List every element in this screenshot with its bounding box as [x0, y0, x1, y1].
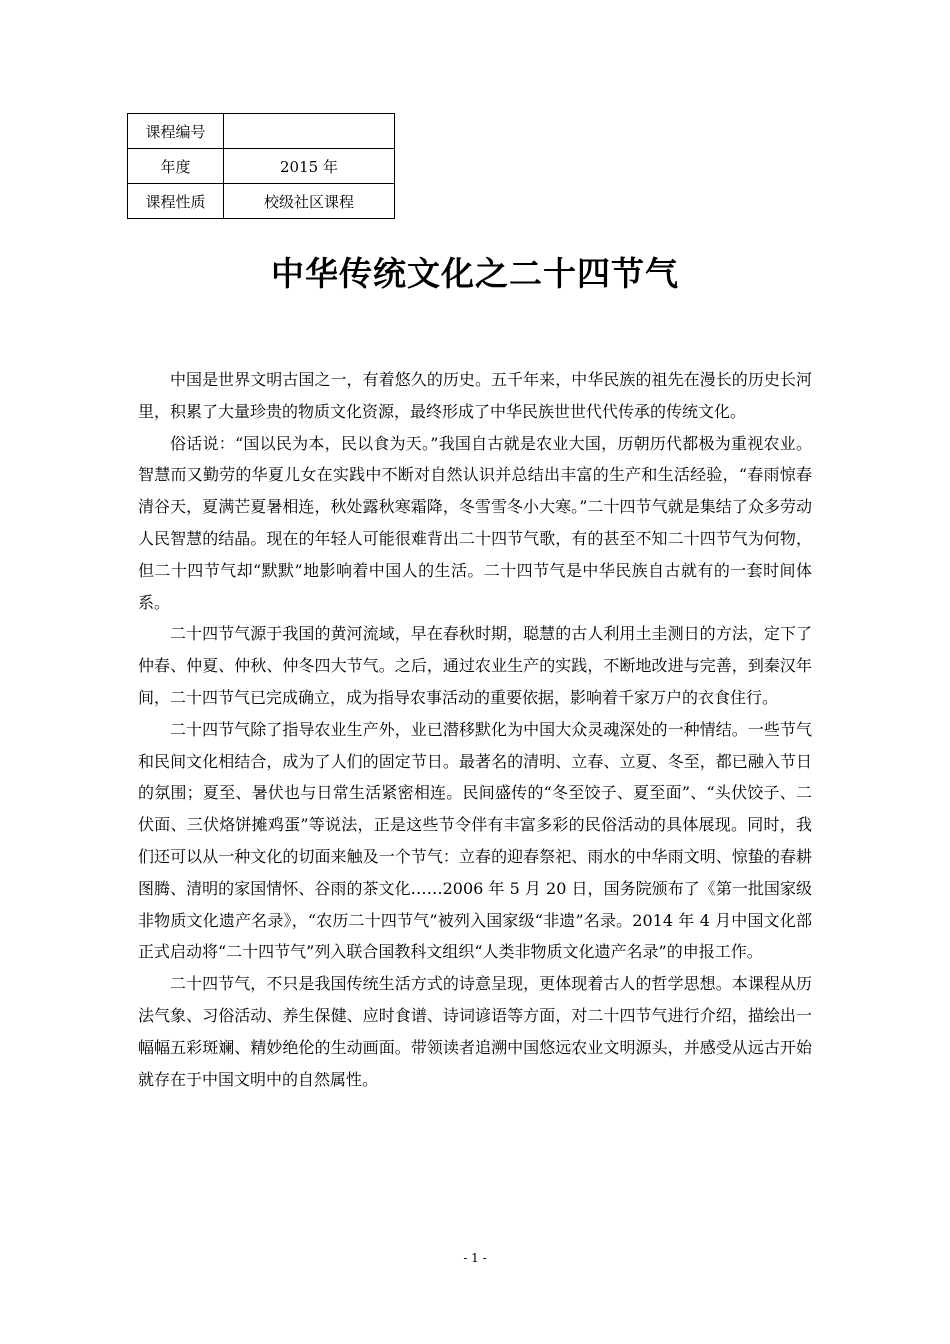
paragraph-culture: 二十四节气除了指导农业生产外，业已潜移默化为中国大众灵魂深处的一种情结。一些节气和民间文化相结合，成为了人们的固定节日。最著名的清明、立春、立夏、冬至，都已融入节日的氛围；夏至、暑伏也与日常生活紧密相连。民间盛传的“冬至饺子、夏至面”、“头伏饺子、二伏面、三伏烙饼摊鸡蛋”等说法，正是这些节令伴有丰富多彩的民俗活动的具体展现。同时，我们还可以从一种文化的切面来触及一个节气：立春的迎春祭祀、雨水的中华雨文明、惊蛰的春耕图腾、清明的家国情怀、谷雨的茶文化……2006 年 5 月 20 日，国务院颁布了《第一批国家级非物质文化遗产名录》，“农历二十四节气”被列入国家级“非遗”名录。2014 年 4 月中国文化部正式启动将“二十四节气”列入联合国教科文组织“人类非物质文化遗产名录”的申报工作。	[138, 719, 812, 962]
year-row	[128, 149, 395, 184]
document-body	[138, 364, 812, 1095]
paragraph-intro: 中国是世界文明古国之一，有着悠久的历史。五千年来，中华民族的祖先在漫长的历史长河里，积累了大量珍贵的物质文化资源，最终形成了中华民族世世代代传承的传统文化。	[138, 370, 812, 421]
year-label: 年度	[128, 149, 224, 184]
course-type-label: 课程性质	[128, 184, 224, 219]
paragraph-proverb: 俗话说：“国以民为本，民以食为天。”我国自古就是农业大国，历朝历代都极为重视农业。智慧而又勤劳的华夏儿女在实践中不断对自然认识并总结出丰富的生产和生活经验，“春雨惊春清谷天，夏满芒夏暑相连，秋处露秋寒霜降，冬雪雪冬小大寒。”二十四节气就是集结了众多劳动人民智慧的结晶。现在的年轻人可能很难背出二十四节气歌，有的甚至不知二十四节气为何物，但二十四节气却“默默”地影响着中国人的生活。二十四节气是中华民族自古就有的一套时间体系。	[138, 433, 812, 612]
paragraph-origin: 二十四节气源于我国的黄河流域，早在春秋时期，聪慧的古人利用土圭测日的方法，定下了仲春、仲夏、仲秋、仲冬四大节气。之后，通过农业生产的实践，不断地改进与完善，到秦汉年间，二十四节气已完成确立，成为指导农事活动的重要依据，影响着千家万户的衣食住行。	[138, 624, 812, 707]
course-type-value: 校级社区课程	[224, 184, 395, 219]
year-value: 2015 年	[224, 149, 395, 184]
course-type-row	[128, 184, 395, 219]
paragraph-course: 二十四节气，不只是我国传统生活方式的诗意呈现，更体现着古人的哲学思想。本课程从历法气象、习俗活动、养生保健、应时食谱、诗词谚语等方面，对二十四节气进行介绍，描绘出一幅幅五彩斑斓、精妙绝伦的生动画面。带领读者追溯中国悠远农业文明源头，并感受从远古开始就存在于中国文明中的自然属性。	[138, 974, 812, 1089]
course-number-label: 课程编号	[128, 114, 224, 149]
course-number-row	[128, 114, 395, 149]
course-number-value	[224, 114, 395, 149]
course-info-table	[127, 113, 395, 219]
document-title: 中华传统文化之二十四节气	[271, 254, 679, 293]
page-number: - 1 -	[463, 1251, 487, 1265]
